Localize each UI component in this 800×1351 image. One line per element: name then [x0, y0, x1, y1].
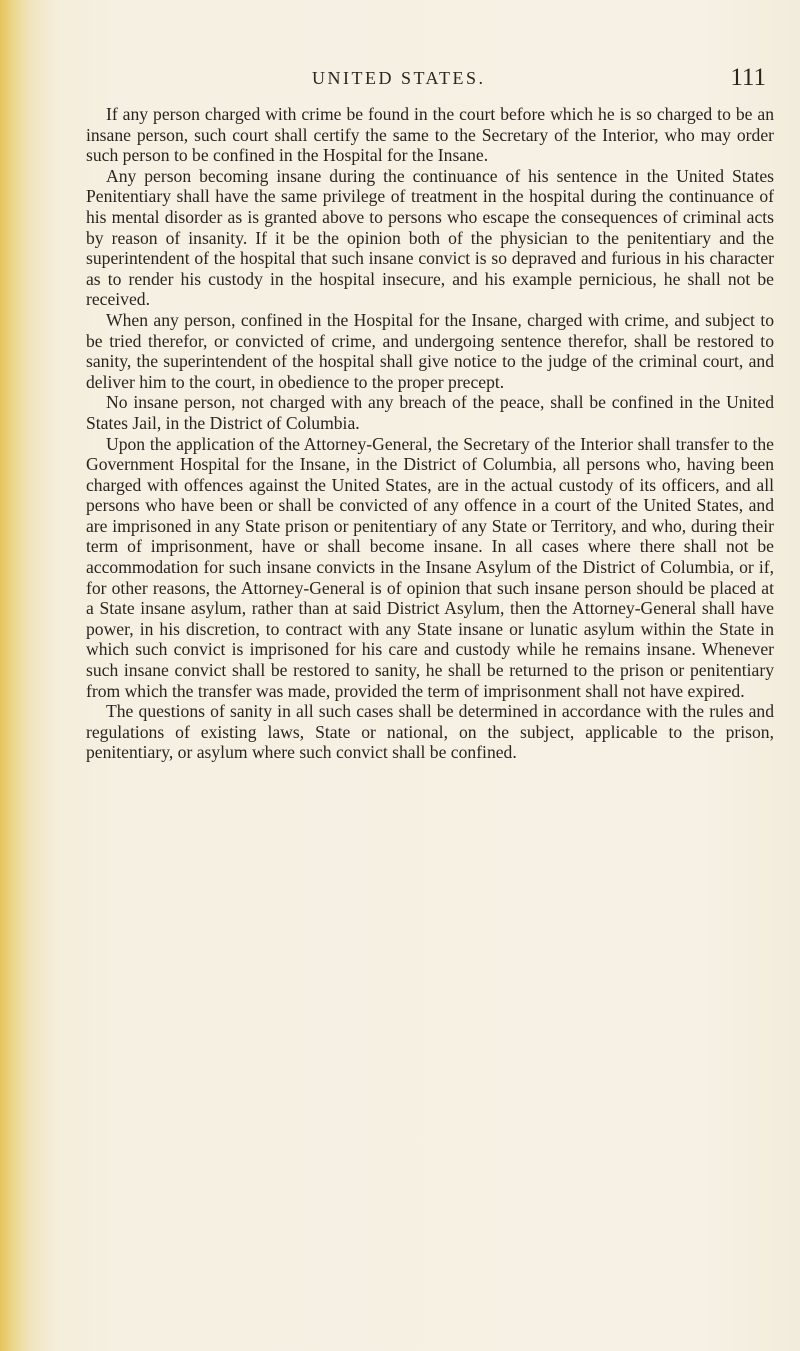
paragraph: The questions of sanity in all such cases shall be determined in accordance with the rules and regulations of existing laws, State or national, on the subject, applicable to the prison, penitentiary, or asylum where such convict shall be confined.: [86, 701, 774, 763]
page-header: [300, 64, 770, 96]
page-number: 111: [730, 64, 766, 91]
paragraph: When any person, confined in the Hospital for the Insane, charged with crime, and subject to be tried therefor, or convicted of crime, and undergoing sentence therefor, shall be restored to sanity, the superintendent of the hospital shall give notice to the judge of the criminal court, and deliver him to the court, in obedience to the proper precept.: [86, 309, 774, 392]
paragraph: No insane person, not charged with any breach of the peace, shall be confined in the United States Jail, in the District of Columbia.: [86, 392, 774, 433]
running-head: UNITED STATES.: [312, 68, 486, 88]
paragraph: Any person becoming insane during the continuance of his sentence in the United States Penitentiary shall have the same privilege of treatment in the hospital during the continuance of his mental disorder as is granted above to persons who escape the consequences of criminal acts by reason of insanity. If it be the opinion both of the physician to the penitentiary and the superintendent of the hospital that such insane convict is so depraved and furious in his character as to render his custody in the hospital insecure, and his example pernicious, he shall not be received.: [86, 165, 774, 310]
body-text: [86, 104, 774, 763]
paragraph: Upon the application of the Attorney-General, the Secretary of the Interior shall transfer to the Government Hospital for the Insane, in the District of Columbia, all persons who, having been charged with offences against the United States, are in the actual custody of its officers, and all persons who have been or shall be convicted of any offence in a court of the United States, and are imprisoned in any State prison or penitentiary of any State or Territory, and who, during their term of imprisonment, have or shall become insane. In all cases where there shall not be accommodation for such insane convicts in the Insane Asylum of the District of Columbia, or if, for other reasons, the Attorney-General is of opinion that such insane person should be placed at a State insane asylum, rather than at said District Asylum, then the Attorney-General shall have power, in his discretion, to contract with any State insane or lunatic asylum within the State in which such convict is imprisoned for his care and custody while he remains insane. Whenever such insane convict shall be restored to sanity, he shall be returned to the prison or penitentiary from which the transfer was made, provided the term of imprisonment shall not have expired.: [86, 433, 774, 701]
paragraph: If any person charged with crime be found in the court before which he is so charged to be an insane person, such court shall certify the same to the Secretary of the Interior, who may order such person to be confined in the Hospital for the Insane.: [86, 104, 774, 166]
